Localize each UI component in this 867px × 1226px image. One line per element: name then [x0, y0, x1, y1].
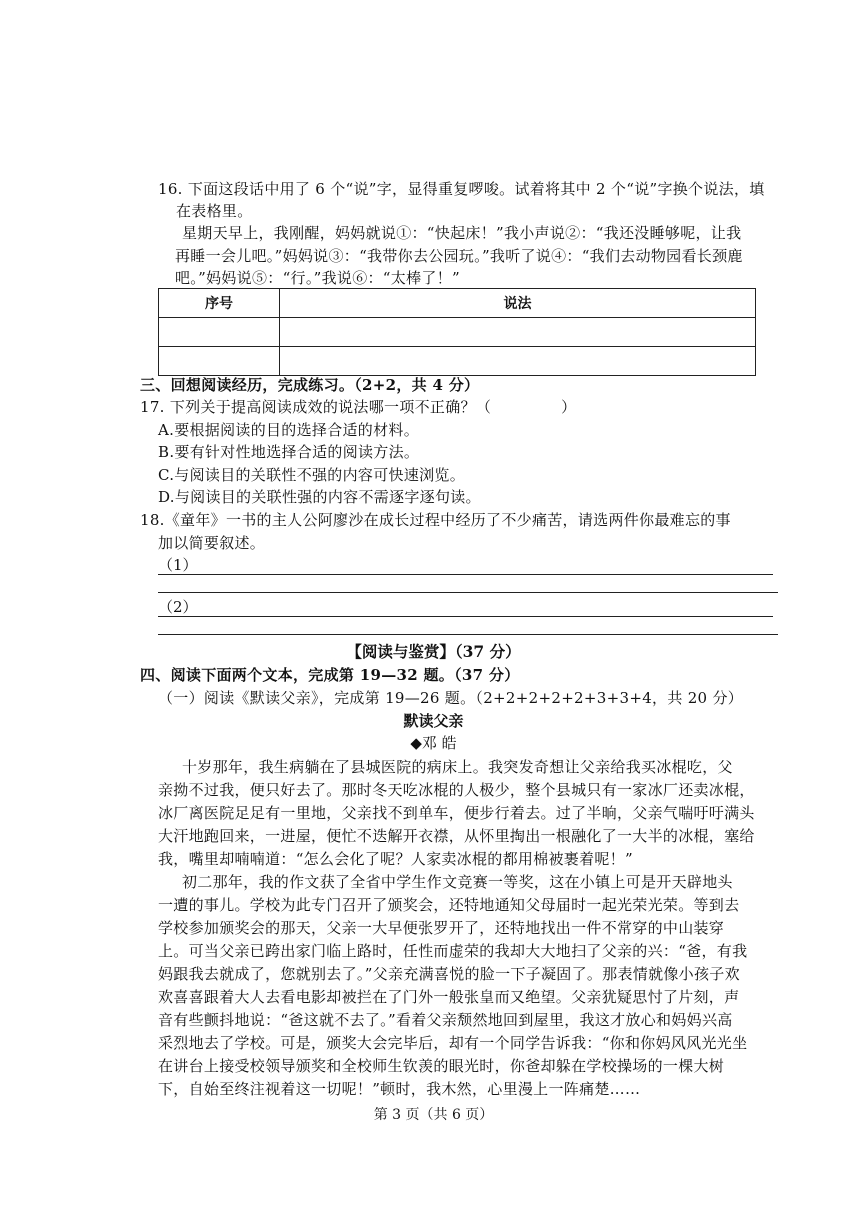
article-line: 冰厂离医院足足有一里地，父亲找不到单车，便步行着去。过了半晌，父亲气喘吁吁满头 [158, 804, 755, 822]
table-header-expression: 说法 [280, 289, 756, 318]
table-cell-expression-1[interactable] [280, 318, 756, 347]
table-cell-number-2[interactable] [159, 347, 280, 376]
q18-blank2-label: （2） [158, 598, 198, 616]
article-line: 亲拗不过我，便只好去了。那时冬天吃冰棍的人极少，整个县城只有一家冰厂还卖冰棍， [158, 781, 755, 799]
table-cell-expression-2[interactable] [280, 347, 756, 376]
table-header-number: 序号 [159, 289, 280, 318]
article-author: ◆邓 皓 [410, 734, 457, 752]
article-line: 初二那年，我的作文获了全省中学生作文竞赛一等奖，这在小镇上可是开天辟地头 [182, 873, 733, 891]
q17-text: 17. 下列关于提高阅读成效的说法哪一项不正确？（ [140, 398, 492, 416]
article-line: 采烈地去了学校。可是，颁奖大会完毕后，却有一个同学告诉我：“你和你妈风风光光坐 [158, 1034, 748, 1052]
q16-para1: 星期天早上，我刚醒，妈妈就说①：“快起床！”我小声说②：“我还没睡够呢，让我 [182, 224, 742, 242]
article-line: 上。可当父亲已跨出家门临上路时，任性而虚荣的我却大大地扫了父亲的兴：“爸，有我 [158, 942, 748, 960]
q17-option-a: A.要根据阅读的目的选择合适的材料。 [158, 421, 420, 439]
reading-section-title: 【阅读与鉴赏】（37 分） [346, 642, 521, 661]
article-line: 我，嘴里却喃喃道：“怎么会化了呢？人家卖冰棍的都用棉被裹着呢！” [158, 850, 633, 868]
q18-rule-2 [158, 634, 778, 635]
q18-rule-1 [158, 592, 778, 593]
q18-line1: 18.《童年》一书的主人公阿廖沙在成长过程中经历了不少痛苦，请选两件你最难忘的事 [140, 511, 731, 529]
article-line: 学校参加颁奖会的那天，父亲一大早便张罗开了，还特地找出一件不常穿的中山装穿 [158, 919, 725, 937]
article-line: 在讲台上接受校领导颁奖和全校师生钦羡的眼光时，你爸却躲在学校操场的一棵大树 [158, 1057, 725, 1075]
article-line: 音有些颤抖地说：“爸这就不去了。”看着父亲颓然地回到屋里，我这才放心和妈妈兴高 [158, 1011, 733, 1029]
q18-answer-blank-1[interactable] [158, 554, 773, 575]
article-line: 一遭的事儿。学校为此专门召开了颁奖会，还特地通知父母届时一起光荣光荣。等到去 [158, 896, 740, 914]
section3-title: 三、回想阅读经历，完成练习。（2+2，共 4 分） [140, 376, 480, 394]
q17-option-b: B.要有针对性地选择合适的阅读方法。 [158, 443, 420, 461]
q17-option-d: D.与阅读目的关联性强的内容不需逐字逐句读。 [158, 488, 481, 506]
section4-title: 四、阅读下面两个文本，完成第 19—32 题。（37 分） [140, 666, 520, 684]
q18-blank1-label: （1） [158, 556, 198, 574]
article-line: 下，自始至终注视着这一切呢！”顿时，我木然，心里漫上一阵痛楚…… [158, 1080, 641, 1098]
article-title: 默读父亲 [403, 712, 464, 730]
article-line: 妈跟我去就成了，您就别去了。”父亲充满喜悦的脸一下子凝固了。那表情就像小孩子欢 [158, 965, 740, 983]
q17-stem [140, 396, 576, 418]
q17-option-c: C.与阅读目的关联性不强的内容可快速浏览。 [158, 466, 466, 484]
section4-sub1: （一）阅读《默读父亲》，完成第 19—26 题。（2+2+2+2+2+3+3+4，共 20 分） [158, 689, 744, 707]
table-cell-number-1[interactable] [159, 318, 280, 347]
article-line: 欢喜喜跟着大人去看电影却被拦在了门外一般张皇而又绝望。父亲犹疑思忖了片刻，声 [158, 988, 740, 1006]
q16-line2: 在表格里。 [176, 202, 253, 220]
article-line: 十岁那年，我生病躺在了县城医院的病床上。我突发奇想让父亲给我买冰棍吃，父 [182, 758, 733, 776]
page-footer: 第 3 页（共 6 页） [373, 1107, 494, 1123]
q16-para2: 再睡一会儿吧。”妈妈说③：“我带你去公园玩。”我听了说④：“我们去动物园看长颈鹿 [175, 247, 743, 265]
q16-para3: 吧。”妈妈说⑤：“行。”我说⑥：“太棒了！” [175, 269, 460, 287]
answer-table [158, 288, 756, 376]
q17-close: ） [561, 398, 577, 416]
q18-line2: 加以简要叙述。 [158, 534, 266, 552]
q18-answer-blank-2[interactable] [158, 596, 773, 617]
q16-line1: 16. 下面这段话中用了 6 个“说”字，显得重复啰唆。试着将其中 2 个“说”字换个说法，填 [158, 180, 765, 198]
article-line: 大汗地跑回来，一进屋，便忙不迭解开衣襟，从怀里掏出一根融化了一大半的冰棍，塞给 [158, 827, 755, 845]
